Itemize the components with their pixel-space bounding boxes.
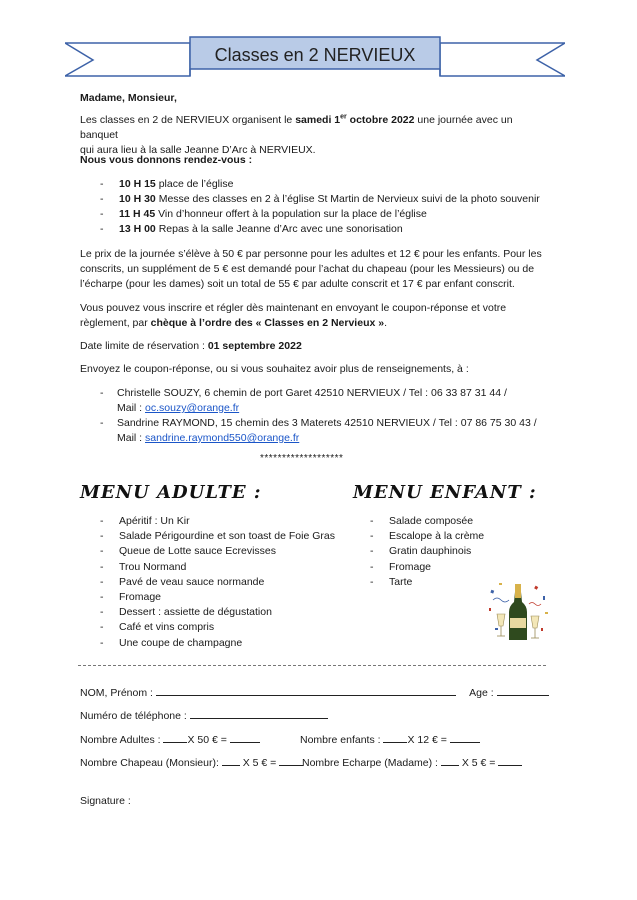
form-row-signature (80, 794, 131, 809)
form-row-children: Nombre enfants : X 12 € = (300, 731, 480, 748)
coupon-cut-line (78, 665, 546, 666)
age-field[interactable] (497, 684, 549, 696)
deadline-line: Date limite de réservation : 01 septembre 2022 (80, 340, 302, 352)
rdv-heading: Nous vous donnons rendez-vous : (80, 154, 253, 166)
phone-field[interactable] (190, 707, 328, 719)
form-row-name: NOM, Prénom : Age : (80, 684, 549, 701)
menu-adulte-title: MENU ADULTE : (80, 482, 262, 503)
menu-enfant-title: MENU ENFANT : (353, 482, 537, 503)
scarf-total-field[interactable] (498, 754, 522, 766)
hat-total-field[interactable] (279, 754, 303, 766)
contact-raymond: - Sandrine RAYMOND, 15 chemin des 3 Materets 42510 NERVIEUX / Tel : 07 86 75 30 43 / Mail : sandrine.raymond550@orange.fr (100, 417, 537, 444)
email-link-souzy[interactable]: oc.souzy@orange.fr (145, 402, 240, 414)
intro-paragraph: Les classes en 2 de NERVIEUX organisent le samedi 1er octobre 2022 une journée avec un banquet qui aura lieu à la salle Jeanne D’Arc à NERVIEUX. (80, 113, 513, 156)
greeting: Madame, Monsieur, (80, 92, 177, 104)
children-total-field[interactable] (450, 731, 480, 743)
adults-count-field[interactable] (163, 731, 187, 743)
signature-label: Signature : (80, 795, 131, 807)
form-row-scarf: Nombre Echarpe (Madame) : X 5 € = (302, 754, 522, 771)
email-link-raymond[interactable]: sandrine.raymond550@orange.fr (145, 432, 300, 444)
form-row-adults: Nombre Adultes : X 50 € = (80, 731, 260, 748)
name-field[interactable] (156, 684, 456, 696)
form-row-hat: Nombre Chapeau (Monsieur): X 5 € = (80, 754, 303, 771)
stars-separator: ******************* (260, 453, 344, 464)
champagne-bottle-icon (485, 578, 555, 648)
inscription-paragraph: Vous pouvez vous inscrire et régler dès maintenant en envoyant le coupon-réponse et votre règlement, par chèque à l’ordre des « Classes en 2 Nervieux ». (80, 302, 507, 329)
form-row-phone: Numéro de téléphone : (80, 707, 328, 724)
scarf-count-field[interactable] (441, 754, 459, 766)
contact-intro: Envoyez le coupon-réponse, ou si vous souhaitez avoir plus de renseignements, à : (80, 363, 469, 375)
contact-souzy: - Christelle SOUZY, 6 chemin de port Garet 42510 NERVIEUX / Tel : 06 33 87 31 44 / Mail : oc.souzy@orange.fr (100, 387, 507, 414)
price-paragraph: Le prix de la journée s’élève à 50 € par personne pour les adultes et 12 € pour les enfants. Pour les conscrits, un supplément de 5 € est demandé pour l’achat du chapeau (pour les Messieurs) ou de l’écharpe (pour les dames) soit un total de 55 € par adulte conscrit et 17 € par enfant conscrit. (80, 248, 542, 290)
adults-total-field[interactable] (230, 731, 260, 743)
children-count-field[interactable] (383, 731, 407, 743)
page-title: Classes en 2 NERVIEUX (214, 45, 416, 65)
hat-count-field[interactable] (222, 754, 240, 766)
